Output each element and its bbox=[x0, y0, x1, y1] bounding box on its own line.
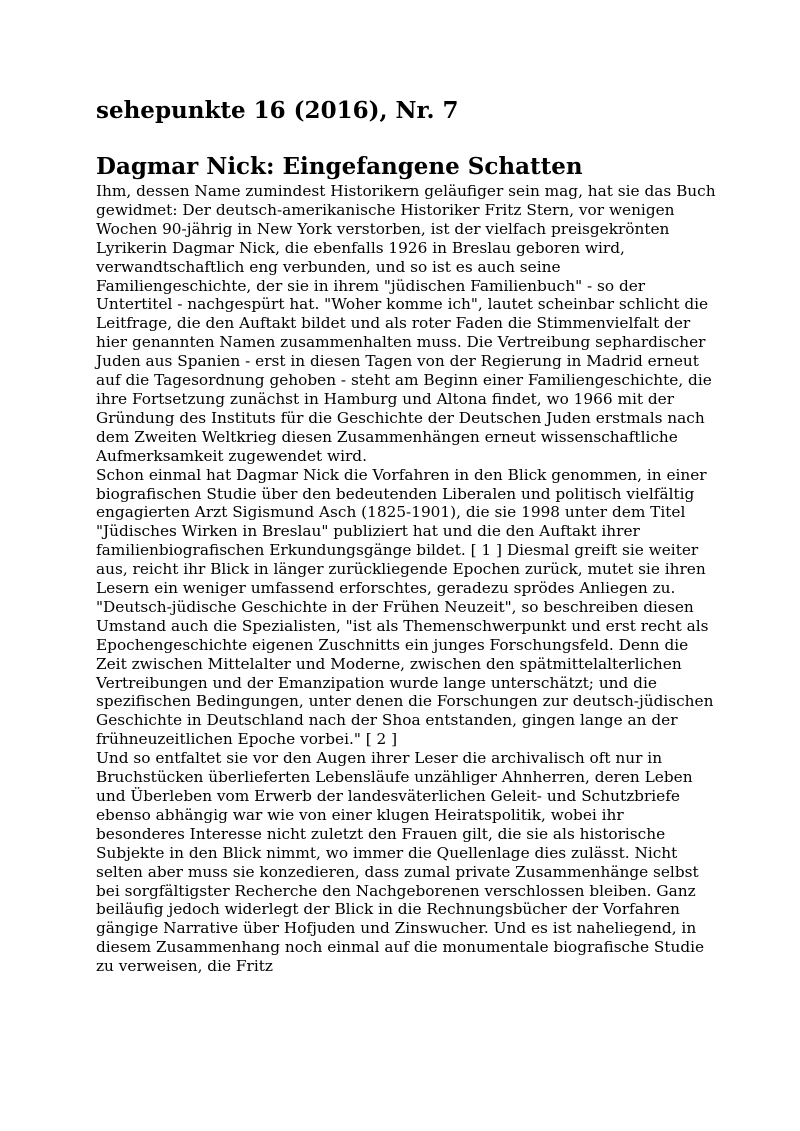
body-paragraph-1: Ihm, dessen Name zumindest Historikern geläufiger sein mag, hat sie das Buch gewidmet: Der deutsch-amerikanische Historiker Fritz Stern, vor wenigen Wochen 90-jährig in New York verstorben, ist der vielfach preisgekrönten Lyrikerin Dagmar Nick, die ebenfalls 1926 in Breslau geboren wird, verwandtschaftlich eng verbunden, und so ist es auch seine Familiengeschichte, der sie in ihrem "jüdischen Familienbuch" - so der Untertitel - nachgespürt hat. "Woher komme ich", lautet scheinbar schlicht die Leitfrage, die den Auftakt bildet und als roter Faden die Stimmenvielfalt der hier genannten Namen zusammenhalten muss. Die Vertreibung sephardischer Juden aus Spanien - erst in diesen Tagen von der Regierung in Madrid erneut auf die Tagesordnung gehoben - steht am Beginn einer Familiengeschichte, die ihre Fortsetzung zunächst in Hamburg und Altona findet, wo 1966 mit der Gründung des Instituts für die Geschichte der Deutschen Juden erstmals nach dem Zweiten Weltkrieg diesen Zusammenhängen erneut wissenschaftliche Aufmerksamkeit zugewendet wird. bbox=[96, 182, 716, 465]
article-title: Dagmar Nick: Eingefangene Schatten bbox=[96, 153, 583, 180]
body-paragraph-2: Schon einmal hat Dagmar Nick die Vorfahren in den Blick genommen, in einer biografischen Studie über den bedeutenden Liberalen und politisch vielfältig engagierten Arzt Sigismund Asch (1825-1901), die sie 1998 unter dem Titel "Jüdisches Wirken in Breslau" publiziert hat und die den Auftakt ihrer familienbiografischen Erkundungsgänge bildet. [ 1 ] Diesmal greift sie weiter aus, reicht ihr Blick in länger zurückliegende Epochen zurück, mutet sie ihren Lesern ein weniger umfassend erforschtes, geradezu sprödes Anliegen zu. "Deutsch-jüdische Geschichte in der Frühen Neuzeit", so beschreiben diesen Umstand auch die Spezialisten, "ist als Themenschwerpunkt und erst recht als Epochengeschichte eigenen Zuschnitts ein junges Forschungsfeld. Denn die Zeit zwischen Mittelalter und Moderne, zwischen den spätmittelalterlichen Vertreibungen und der Emanzipation wurde lange unterschätzt; und die spezifischen Bedingungen, unter denen die Forschungen zur deutsch-jüdischen Geschichte in Deutschland nach der Shoa entstanden, gingen lange an der frühneuzeitlichen Epoche vorbei." [ 2 ] bbox=[96, 465, 714, 749]
body-paragraph-3: Und so entfaltet sie vor den Augen ihrer Leser die archivalisch oft nur in Bruchstücken überlieferten Lebensläufe unzähliger Ahnherren, deren Leben und Überleben vom Erwerb der landesväterlichen Geleit- und Schutzbriefe ebenso abhängig war wie von einer klugen Heiratspolitik, wobei ihr besonderes Interesse nicht zuletzt den Frauen gilt, die sie als historische Subjekte in den Blick nimmt, wo immer die Quellenlage dies zulässt. Nicht selten aber muss sie konzedieren, dass zumal private Zusammenhänge selbst bei sorgfältigster Recherche den Nachgeborenen verschlossen bleiben. Ganz beiläufig jedoch widerlegt der Blick in die Rechnungsbücher der Vorfahren gängige Narrative über Hofjuden und Zinswucher. Und es ist naheliegend, in diesem Zusammenhang noch einmal auf die monumentale biografische Studie zu verweisen, die Fritz bbox=[96, 749, 705, 976]
document-page bbox=[96, 96, 716, 976]
journal-heading: sehepunkte 16 (2016), Nr. 7 bbox=[96, 97, 459, 124]
